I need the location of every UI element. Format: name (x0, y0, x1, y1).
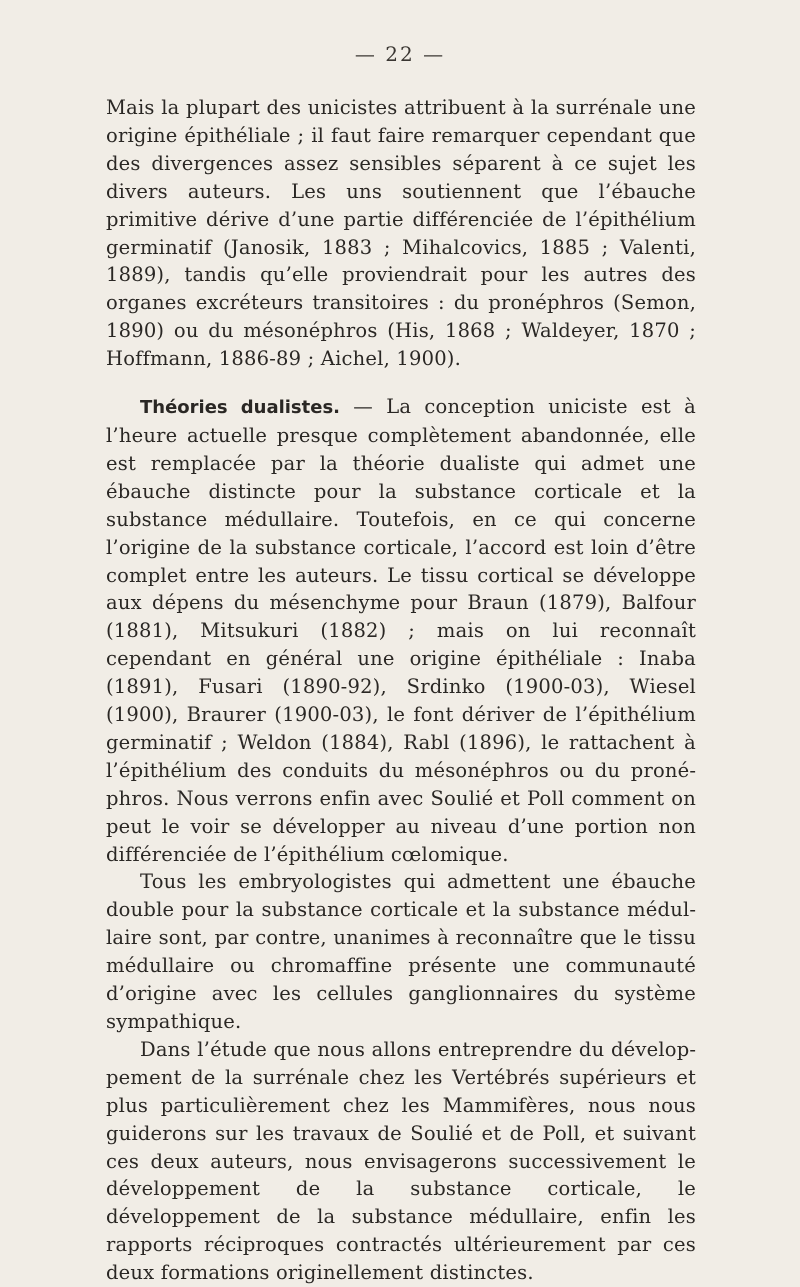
paragraph-unicistes: Mais la plupart des unicistes attribuent à la surrénale une origine épithéliale ; il faut faire remarquer cependant que des divergences assez sensibles séparent à ce sujet les divers auteurs. Les uns soutiennent que l’ébauche primitive dérive d’une partie différenciée de l’épithélium germinatif (Janosik, 1883 ; Mihalcovics, 1885 ; Valenti, 1889), tandis qu’elle proviendrait pour les autres des organes excréteurs transitoires : du pronéphros (Semon, 1890) ou du mésonéphros (His, 1868 ; Waldeyer, 1870 ; Hoffmann, 1886-89 ; Aichel, 1900). (106, 96, 696, 371)
section-heading: Théories dualistes. (140, 397, 341, 419)
paragraph-theories-dualistes (106, 393, 696, 868)
body-text (106, 94, 696, 1287)
paragraph-dualistes-text: — La conception uniciste est à l’heure actuelle presque complètement abandonnée, elle est remplacée par la théorie dualiste qui admet une ébauche distincte pour la substance corticale et la substance médullaire. Toutefois, en ce qui concerne l’origine de la substance corticale, l’accord est loin d’être complet entre les auteurs. Le tissu cortical se développe aux dépens du mésenchyme pour Braun (1879), Balfour (1881), Mitsukuri (1882) ; mais on lui reconnaît cependant en général une origine épithéliale : Inaba (1891), Fusari (1890-92), Srdinko (1900-03), Wiesel (1900), Braurer (1900-03), le font dériver de l’épithélium germinatif ; Weldon (1884), Rabl (1896), le rattachent à l’épithélium des conduits du mésonéphros ou du pronéphros. Nous verrons enfin avec Soulié et Poll comment on peut le voir se développer au niveau d’une portion non différenciée de l’épithélium cœlomique. (106, 395, 696, 866)
page-number: — 22 — (354, 42, 446, 66)
paragraph-embryologistes: Tous les embryologistes qui admettent une ébauche double pour la substance corticale et la substance médullaire sont, par contre, unanimes à reconnaître que le tissu médullaire ou chromaffine présente une communauté d’origine avec les cellules ganglionnaires du système sympathique. (106, 870, 696, 1033)
paragraph-etude: Dans l’étude que nous allons entreprendre du développement de la surrénale chez les Vertébrés supérieurs et plus particulièrement chez les Mammifères, nous nous guiderons sur les travaux de Soulié et de Poll, et suivant ces deux auteurs, nous envisagerons successivement le développement de la substance corticale, le développement de la substance médullaire, enfin les rapports réciproques contractés ultérieurement par ces deux formations originellement distinctes. (106, 1037, 696, 1285)
